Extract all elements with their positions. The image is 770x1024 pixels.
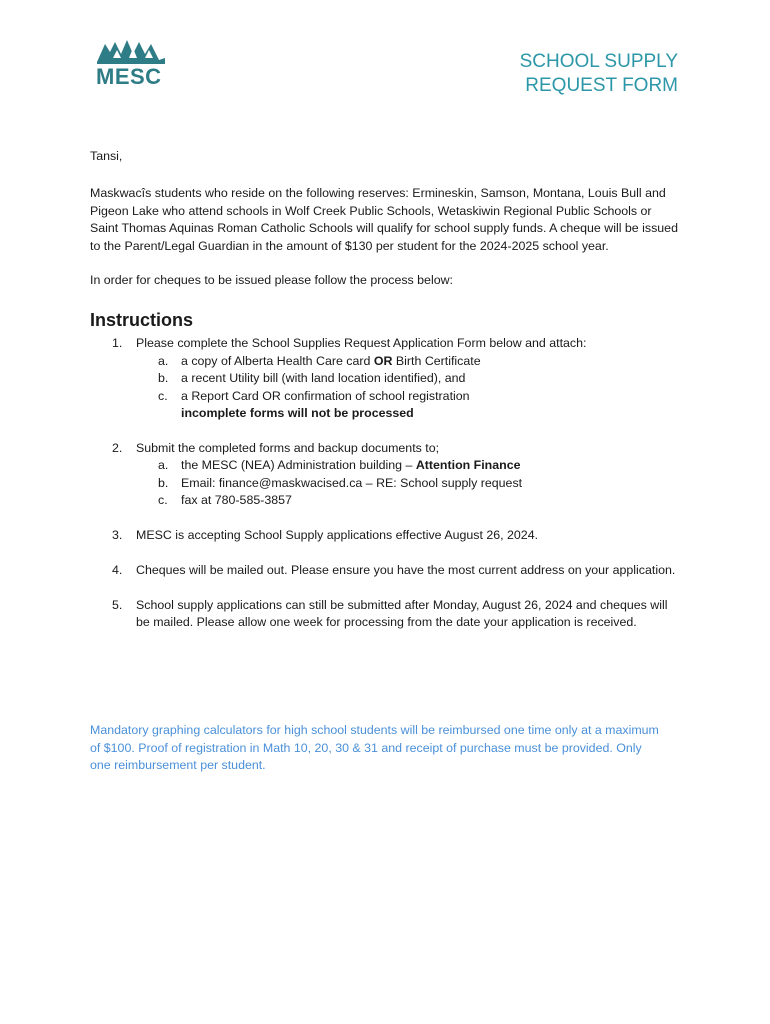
sub-letter: c. [158, 388, 168, 403]
title-line-2: REQUEST FORM [525, 75, 678, 96]
sub-text: a recent Utility bill (with land location identified), and [181, 371, 466, 386]
process-line: In order for cheques to be issued please follow the process below: [90, 273, 453, 288]
sub-bold: Attention Finance [415, 458, 521, 473]
sub-text: a copy of Alberta Health Care card [181, 353, 374, 368]
sub-text: Email: finance@maskwacised.ca – RE: School supply request [181, 475, 523, 490]
item-text: Please complete the School Supplies Request Application Form below and attach: [136, 336, 587, 351]
sub-item [136, 475, 682, 492]
item-text: School supply applications can still be submitted after Monday, August 26, 2024 and cheques will be mailed. Please allow one week for processing from the date your application is received. [136, 597, 668, 630]
sub-list [136, 457, 682, 509]
item-text: MESC is accepting School Supply applications effective August 26, 2024. [136, 528, 539, 543]
item-number: 1. [112, 336, 123, 351]
sub-letter: a. [158, 458, 169, 473]
sub-text: fax at 780-585-3857 [181, 493, 292, 508]
sub-letter: b. [158, 475, 169, 490]
incomplete-warning: incomplete forms will not be processed [181, 406, 414, 421]
calculator-note: Mandatory graphing calculators for high school students will be reimbursed one time only at a maximum of $100. Proof of registration in Math 10, 20, 30 & 31 and receipt of purchase must be provided. Only one reimbursement per student. [90, 723, 659, 773]
sub-list [136, 353, 682, 405]
sub-item [136, 492, 682, 509]
item-number: 5. [112, 597, 123, 612]
instruction-item [90, 527, 682, 544]
sub-letter: c. [158, 493, 168, 508]
instruction-item [90, 562, 682, 579]
instructions-list [90, 335, 682, 631]
sub-item [136, 388, 682, 405]
sub-text: the MESC (NEA) Administration building – [181, 458, 416, 473]
sub-item [136, 370, 682, 387]
page-title [520, 50, 678, 98]
instructions-heading: Instructions [90, 310, 194, 331]
sub-item [136, 457, 682, 474]
instruction-item [90, 335, 682, 422]
sub-letter: a. [158, 353, 169, 368]
logo-text: MESC [96, 64, 162, 89]
title-line-1: SCHOOL SUPPLY [519, 51, 678, 72]
sub-letter: b. [158, 371, 169, 386]
sub-item [136, 353, 682, 370]
item-number: 4. [112, 563, 123, 577]
item-text: Cheques will be mailed out. Please ensure you have the most current address on your application. [136, 563, 676, 577]
item-number: 2. [112, 440, 123, 455]
instruction-item [90, 597, 682, 632]
intro-paragraph: Maskwacîs students who reside on the following reserves: Ermineskin, Samson, Montana, Louis Bull and Pigeon Lake who attend schools in Wolf Creek Public Schools, Wetaskiwin Regional Public Schools or Saint Thomas Aquinas Roman Catholic Schools will qualify for school supply funds. A cheque will be issued to the Parent/Legal Guardian in the amount of $130 per student for the 2024-2025 school year. [90, 186, 678, 253]
greeting: Tansi, [90, 149, 123, 163]
item-text: Submit the completed forms and backup documents to; [136, 440, 440, 455]
letter-body [90, 148, 682, 649]
sub-bold: OR [373, 353, 393, 368]
item-number: 3. [112, 528, 123, 543]
instruction-item [90, 440, 682, 510]
sub-text-post: Birth Certificate [392, 353, 481, 368]
sub-text: a Report Card OR confirmation of school registration [181, 388, 470, 403]
